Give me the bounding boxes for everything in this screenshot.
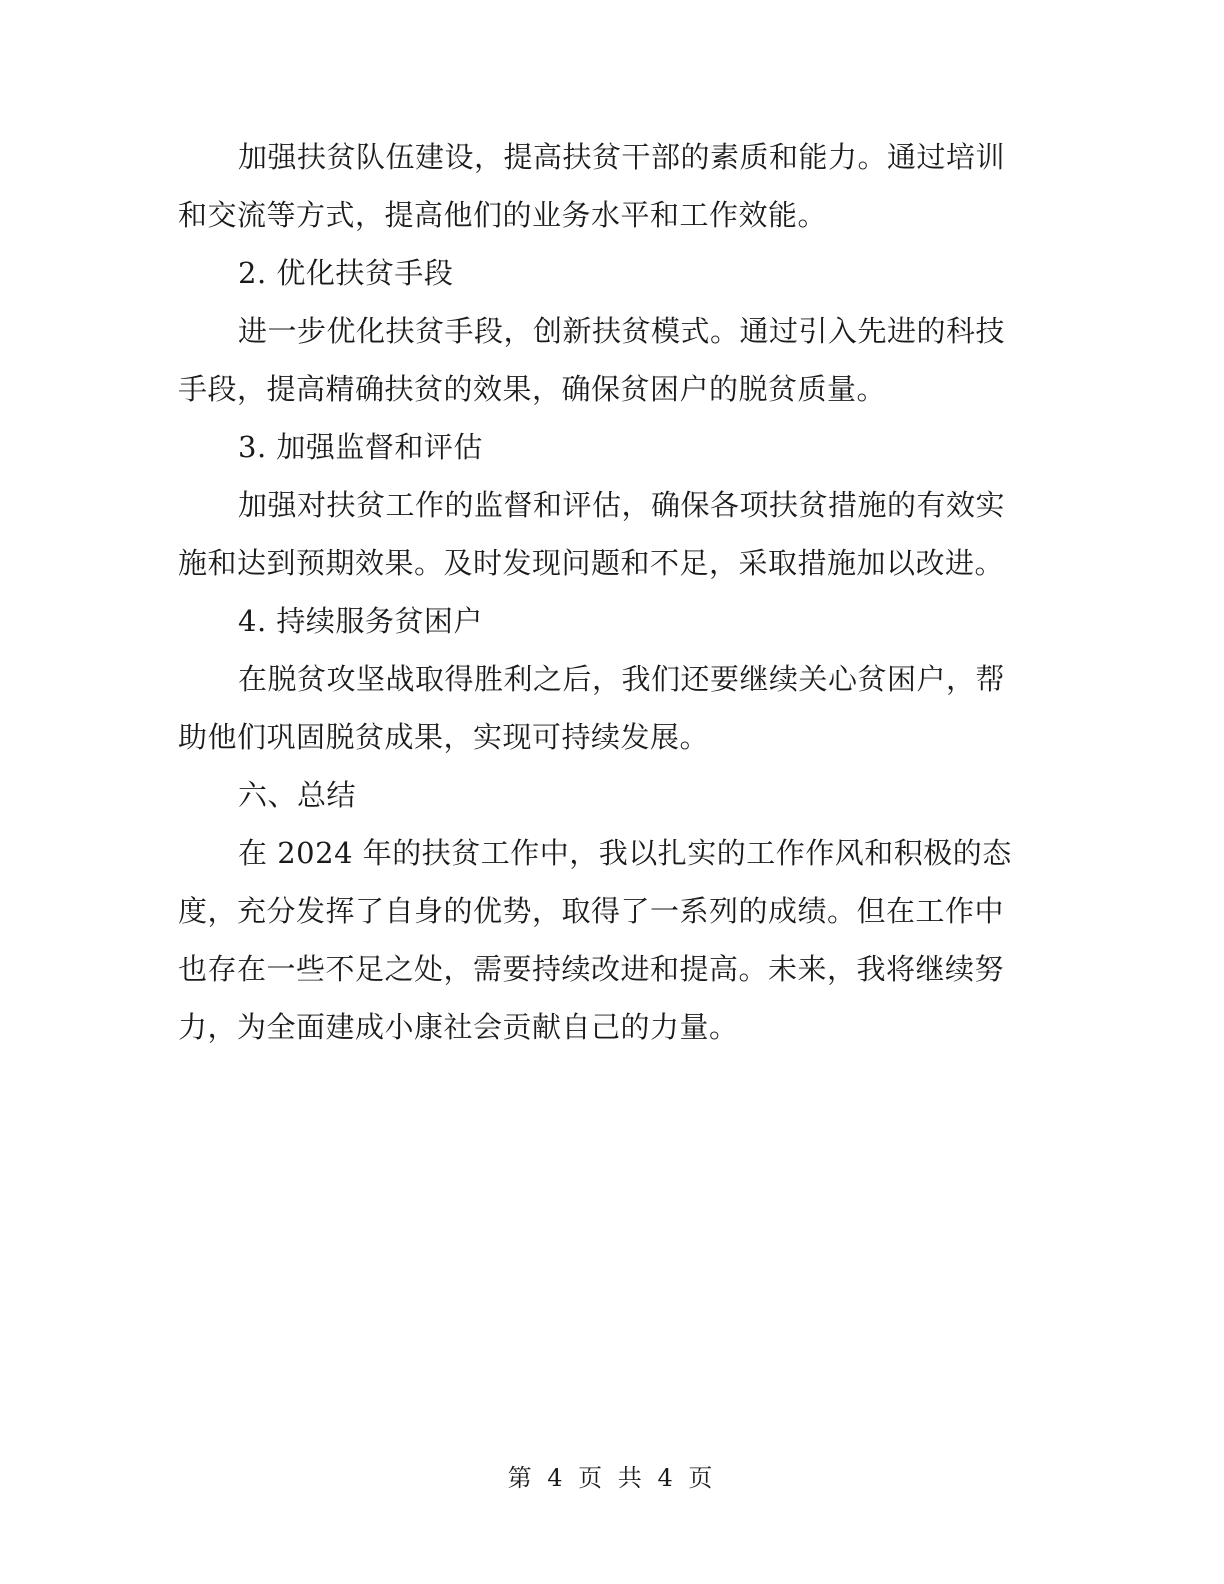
paragraph-line: 手段，提高精确扶贫的效果，确保贫困户的脱贫质量。 [178, 372, 887, 406]
paragraph-line: 和交流等方式，提高他们的业务水平和工作效能。 [178, 198, 828, 232]
paragraph-line: 在 2024 年的扶贫工作中，我以扎实的工作作风和积极的态 [238, 836, 1012, 870]
section-heading: 4. 持续服务贫困户 [238, 604, 483, 638]
paragraph-line: 进一步优化扶贫手段，创新扶贫模式。通过引入先进的科技 [238, 314, 1006, 348]
paragraph-line: 施和达到预期效果。及时发现问题和不足，采取措施加以改进。 [178, 546, 1005, 580]
page-footer: 第 4 页 共 4 页 [507, 1464, 717, 1492]
section-heading: 2. 优化扶贫手段 [238, 256, 454, 290]
section-heading: 六、总结 [238, 778, 357, 812]
paragraph-line: 加强扶贫队伍建设，提高扶贫干部的素质和能力。通过培训 [238, 140, 1006, 174]
paragraph-line: 加强对扶贫工作的监督和评估，确保各项扶贫措施的有效实 [238, 488, 1006, 522]
paragraph-line: 度，充分发挥了自身的优势，取得了一系列的成绩。但在工作中 [178, 894, 1005, 928]
paragraph-line: 力，为全面建成小康社会贡献自己的力量。 [178, 1010, 739, 1044]
paragraph-line: 在脱贫攻坚战取得胜利之后，我们还要继续关心贫困户，帮 [238, 662, 1006, 696]
document-body [178, 128, 1038, 1056]
paragraph-line: 也存在一些不足之处，需要持续改进和提高。未来，我将继续努 [178, 952, 1005, 986]
section-heading: 3. 加强监督和评估 [238, 430, 483, 464]
paragraph-line: 助他们巩固脱贫成果，实现可持续发展。 [178, 720, 710, 754]
